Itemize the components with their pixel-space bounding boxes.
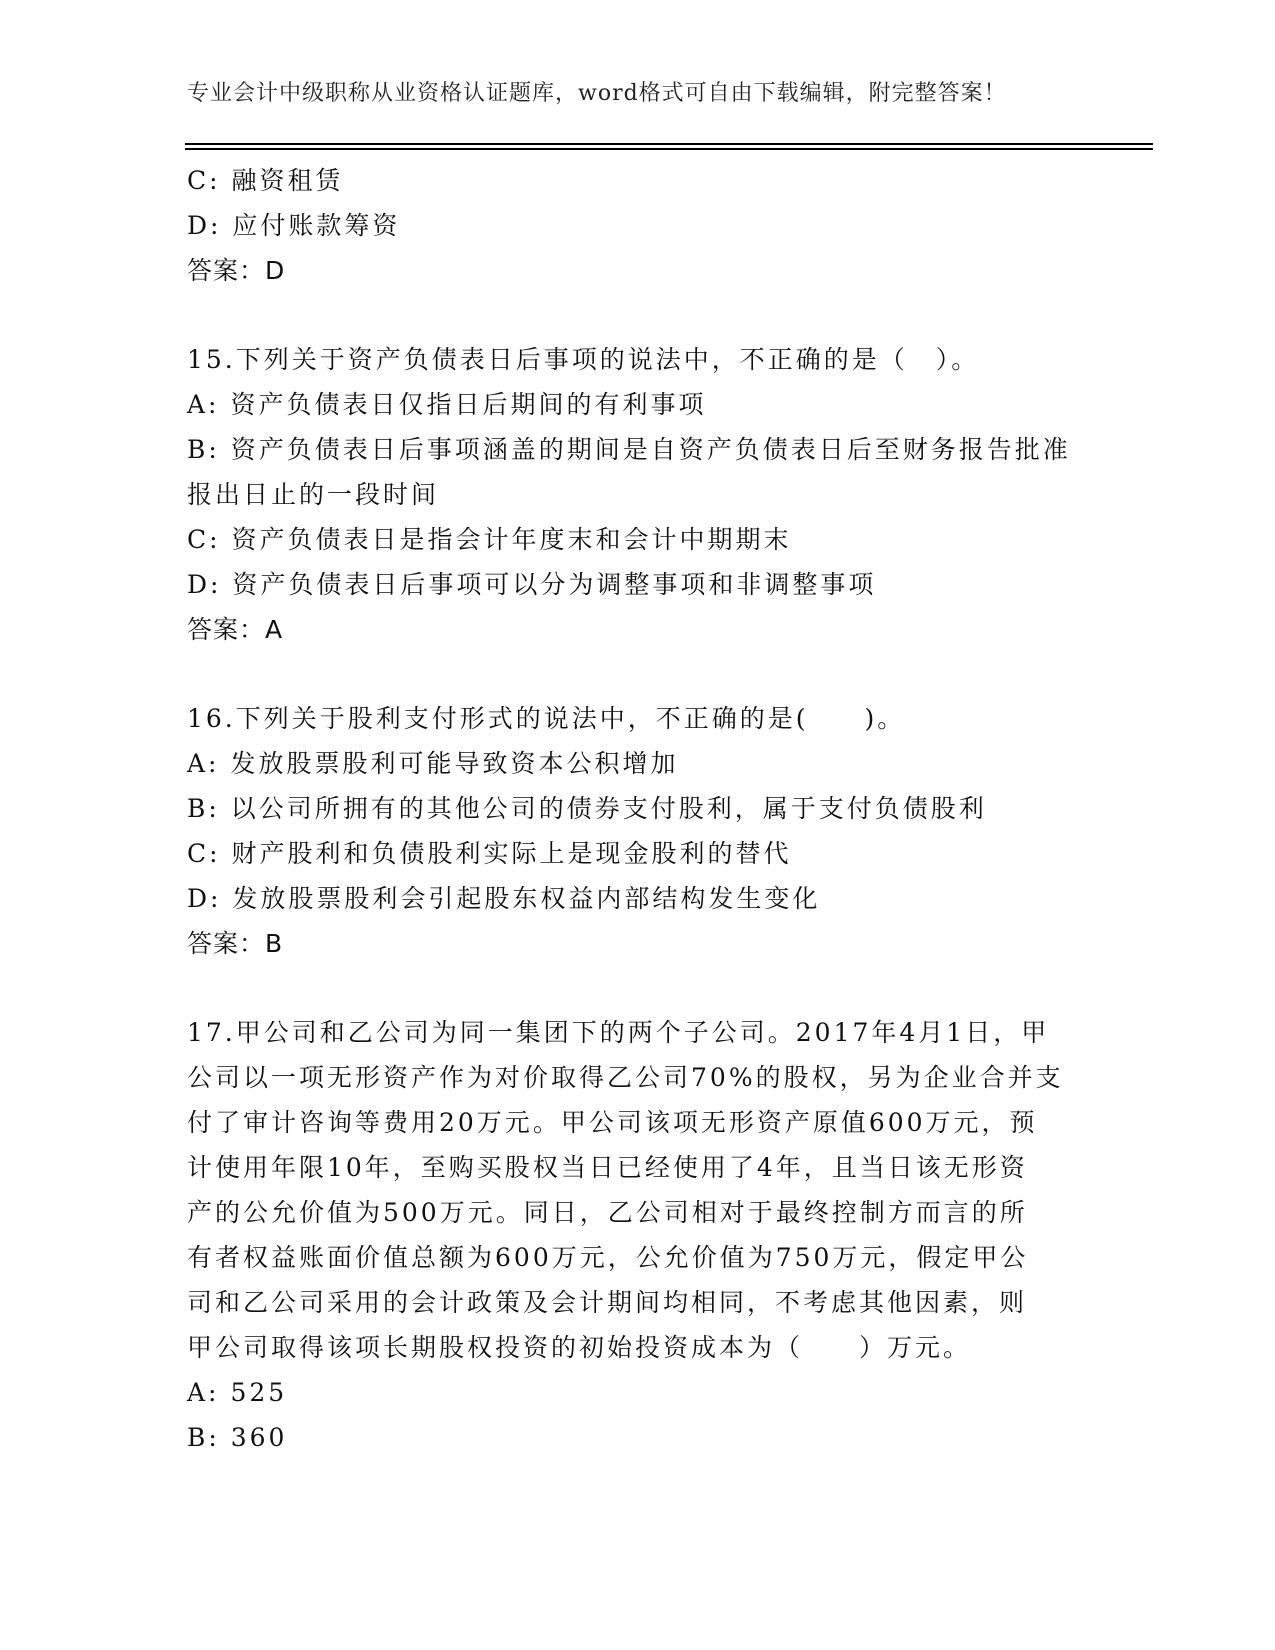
- option-text: 资产负债表日仅指日后期间的有利事项: [230, 390, 707, 419]
- option-text: 发放股票股利会引起股东权益内部结构发生变化: [232, 884, 821, 913]
- option-c: [187, 517, 1087, 562]
- question-stem-line: 付了审计咨询等费用20万元。甲公司该项无形资产原值600万元，预: [187, 1108, 1038, 1137]
- option-text: 发放股票股利可能导致资本公积增加: [230, 749, 679, 778]
- option-b: [187, 786, 1087, 831]
- question-stem: 15.下列关于资产负债表日后事项的说法中，不正确的是（ ）。: [187, 345, 980, 374]
- option-text: 以公司所拥有的其他公司的债券支付股利，属于支付负债股利: [230, 794, 987, 823]
- option-b: [187, 1415, 1087, 1460]
- option-label: D:: [187, 211, 222, 240]
- option-text: 525: [230, 1378, 288, 1407]
- answer: 答案：D: [187, 256, 286, 285]
- option-d: [187, 203, 1087, 248]
- option-text: 资产负债表日后事项涵盖的期间是自资产负债表日后至财务报告批准报出日止的一段时间: [187, 435, 1071, 509]
- option-label: D:: [187, 884, 222, 913]
- option-label: C:: [187, 839, 221, 868]
- option-text: 财产股利和负债股利实际上是现金股利的替代: [231, 839, 792, 868]
- option-d: [187, 876, 1087, 921]
- option-c: [187, 831, 1087, 876]
- header-rule-top: [185, 143, 1153, 145]
- option-label: A:: [187, 1378, 220, 1407]
- option-text: 资产负债表日后事项可以分为调整事项和非调整事项: [232, 570, 877, 599]
- option-text: 融资租赁: [231, 166, 344, 195]
- option-text: 应付账款筹资: [232, 211, 401, 240]
- option-a: [187, 741, 1087, 786]
- option-a: [187, 1370, 1087, 1415]
- question-stem-line: 甲公司取得该项长期股权投资的初始投资成本为（ ）万元。: [187, 1333, 972, 1362]
- question-stem-line: 计使用年限10年，至购买股权当日已经使用了4年，且当日该无形资: [187, 1153, 1028, 1182]
- page-header: 专业会计中级职称从业资格认证题库，word格式可自由下载编辑，附完整答案！: [187, 81, 1007, 106]
- question-stem-line: 17.甲公司和乙公司为同一集团下的两个子公司。2017年4月1日，甲: [187, 1018, 1050, 1047]
- answer: 答案：B: [187, 929, 284, 958]
- option-label: D:: [187, 570, 222, 599]
- option-label: A:: [187, 749, 220, 778]
- option-a: [187, 382, 1087, 427]
- option-label: B:: [187, 794, 220, 823]
- option-text: 资产负债表日是指会计年度末和会计中期期末: [231, 525, 792, 554]
- question-stem-line: 公司以一项无形资产作为对价取得乙公司70%的股权，另为企业合并支: [187, 1063, 1064, 1092]
- option-label: B:: [187, 1423, 220, 1452]
- option-text: 360: [230, 1423, 288, 1452]
- option-label: A:: [187, 390, 220, 419]
- option-label: C:: [187, 525, 221, 554]
- answer: 答案：A: [187, 615, 284, 644]
- question-stem-line: 产的公允价值为500万元。同日，乙公司相对于最终控制方而言的所: [187, 1198, 1028, 1227]
- header-rule-bottom: [185, 148, 1153, 150]
- question-content: [187, 158, 1087, 1460]
- option-b: [187, 427, 1087, 517]
- option-label: C:: [187, 166, 221, 195]
- option-c: [187, 158, 1087, 203]
- question-stem: 16.下列关于股利支付形式的说法中，不正确的是( )。: [187, 704, 906, 733]
- question-stem-line: 有者权益账面价值总额为600万元，公允价值为750万元，假定甲公: [187, 1243, 1029, 1272]
- option-label: B:: [187, 435, 220, 464]
- option-d: [187, 562, 1087, 607]
- question-stem-line: 司和乙公司采用的会计政策及会计期间均相同，不考虑其他因素，则: [187, 1288, 1028, 1317]
